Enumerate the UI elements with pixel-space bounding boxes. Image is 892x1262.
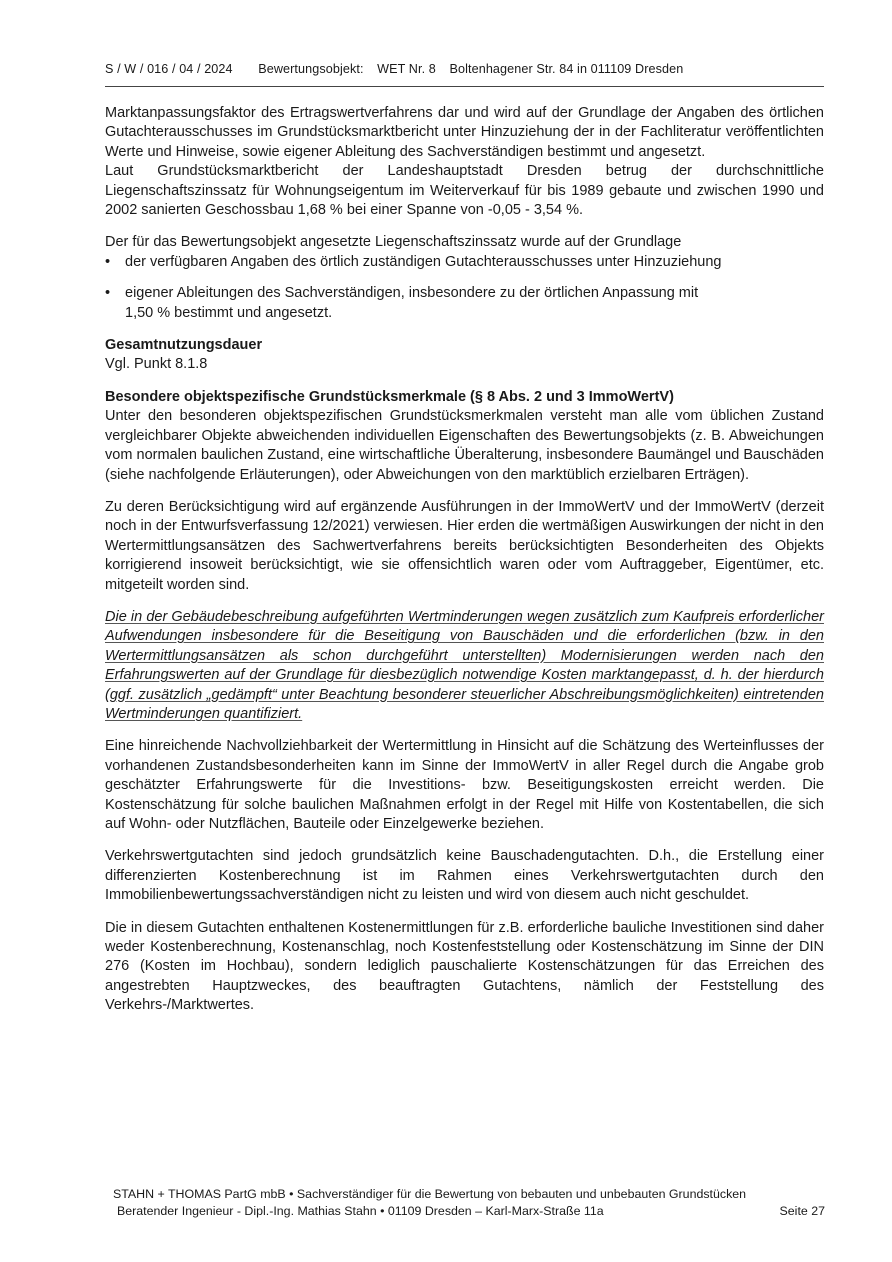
page-number: Seite 27 (779, 1204, 825, 1218)
header-divider (105, 86, 824, 87)
list-item-text: eigener Ableitungen des Sachverständigen, insbesondere zu der örtlichen Anpassung mit (125, 285, 699, 302)
bullet-list (105, 253, 824, 304)
paragraph-rate-basis: Der für das Bewertungsobjekt angesetzte Liegenschaftszinssatz wurde auf der Grundlage (105, 234, 682, 251)
page-footer (95, 1186, 825, 1220)
paragraph-value-reductions: Die in der Gebäudebeschreibung aufgeführten Wertminderungen wegen zusätzlich zum Kaufpreis erforderlicher Aufwendungen insbesondere für die Beseitigung von Bauschäden und die erforderlichen (bzw. in den Wertermittlungsansätzen als schon durchgeführt unterstellten) Modernisierungen werden nach den Erfahrungswerten auf der Grundlage für diesbezüglich notwendige Kosten marktangepasst, d. h. der hierdurch (ggf. zusätzlich „gedämpft“ unter Beachtung besonderer steuerlicher Abschreibungsmöglichkeiten) eintretenden Wertminderungen quantifiziert. (105, 608, 824, 724)
section-heading-special-features: Besondere objektspezifische Grundstücksmerkmale (§ 8 Abs. 2 und 3 ImmoWertV) (105, 388, 674, 405)
footer-company-line: STAHN + THOMAS PartG mbB • Sachverständiger für die Bewertung von bebauten und unbebauten Grundstücken (113, 1187, 747, 1201)
list-item-text: der verfügbaren Angaben des örtlich zuständigen Gutachterausschusses unter Hinzuziehung (125, 253, 722, 270)
header-object: WET Nr. 8 (377, 62, 436, 76)
header-address: Boltenhagener Str. 84 in 011109 Dresden (449, 62, 684, 76)
page-body (105, 104, 824, 1016)
section-heading-useful-life: Gesamtnutzungsdauer (105, 337, 263, 354)
paragraph-consideration: Zu deren Berücksichtigung wird auf ergänzende Ausführungen in der ImmoWertV und der ImmoWertV (derzeit noch in der Entwurfsverfassung 12/2021) verwiesen. Hier erden die wertmäßigen Auswirkungen der nicht in den Wertermittlungsansätzen des Sachwertverfahrens bereits berücksichtigten Besonderheiten des Objekts korrigierend insoweit berücksichtigt, wie sie offensichtlich waren oder vom Auftraggeber, Eigentümer, etc. mitgeteilt worden sind. (105, 498, 824, 593)
list-item (105, 253, 824, 272)
bullet-continuation: 1,50 % bestimmt und angesetzt. (125, 304, 333, 321)
section-text-useful-life: Vgl. Punkt 8.1.8 (105, 356, 208, 373)
paragraph-special-features: Unter den besonderen objektspezifischen Grundstücksmerkmalen versteht man alle vom üblichen Zustand vergleichbarer Objekte abweichenden individuellen Eigenschaften des Bewertungsobjekts (z. B. Abweichungen vom normalen baulichen Zustand, eine wirtschaftliche Überalterung, insbesondere Baumängel und Bauschäden (siehe nachfolgende Erläuterungen), oder Abweichungen von den marktüblich erzielbaren Erträgen). (105, 408, 824, 483)
footer-address-line: Beratender Ingenieur - Dipl.-Ing. Mathias Stahn • 01109 Dresden – Karl-Marx-Straße 11a (117, 1204, 604, 1218)
list-item (105, 284, 824, 303)
bullet-icon: • (105, 253, 111, 270)
paragraph-traceability: Eine hinreichende Nachvollziehbarkeit der Wertermittlung in Hinsicht auf die Schätzung des Werteinflusses der vorhandenen Zustandsbesonderheiten kann im Sinne der ImmoWertV in aller Regel durch die Angabe grob geschätzter Erfahrungswerte für die Investitions- bzw. Beseitigungskosten erreicht werden. Die Kostenschätzung für solche baulichen Maßnahmen erfolgt in der Regel mit Hilfe von Kostentabellen, die sich auf Wohn- oder Nutzflächen, Bauteile oder Einzelgewerke beziehen. (105, 738, 824, 832)
paragraph-no-damage-report: Verkehrswertgutachten sind jedoch grundsätzlich keine Bauschadengutachten. D.h., die Erstellung einer differenzierten Kostenberechnung ist im Rahmen eines Verkehrswertgutachten durch den Immobilienbewertungssachverständigen nicht zu leisten und wird von diesem auch nicht geschuldet. (105, 848, 824, 904)
paragraph-market-adjustment: Marktanpassungsfaktor des Ertragswertverfahrens dar und wird auf der Grundlage der Angaben des örtlichen Gutachterausschusses im Grundstücksmarktbericht unter Hinzuziehung der in der Fachliteratur veröffentlichten Werte und Hinweise, sowie eigener Ableitung des Sachverständigen bestimmt und angesetzt. (105, 105, 824, 160)
header-label: Bewertungsobjekt: (258, 62, 364, 76)
footer-address-row (95, 1203, 825, 1220)
paragraph-market-report: Laut Grundstücksmarktbericht der Landeshauptstadt Dresden betrug der durchschnittliche Liegenschaftszinssatz für Wohnungseigentum im Weiterverkauf für bis 1989 gebaute und zwischen 1990 und 2002 sanierten Geschossbau 1,68 % bei einer Spanne von -0,05 - 3,54 %. (105, 163, 824, 219)
page-header (105, 62, 805, 76)
bullet-icon: • (105, 285, 111, 302)
paragraph-cost-estimates: Die in diesem Gutachten enthaltenen Kostenermittlungen für z.B. erforderliche bauliche Investitionen sind daher weder Kostenberechnung, Kostenanschlag, noch Kostenfeststellung oder Kostenschätzung im Sinne der DIN 276 (Kosten im Hochbau), sondern lediglich pauschalierte Kostenschätzungen für das Erreichen des angestrebten Hauptzweckes, des beauftragten Gutachtens, nämlich der Feststellung des Verkehrs-/Marktwertes. (105, 919, 824, 1014)
document-reference: S / W / 016 / 04 / 2024 (105, 62, 233, 76)
